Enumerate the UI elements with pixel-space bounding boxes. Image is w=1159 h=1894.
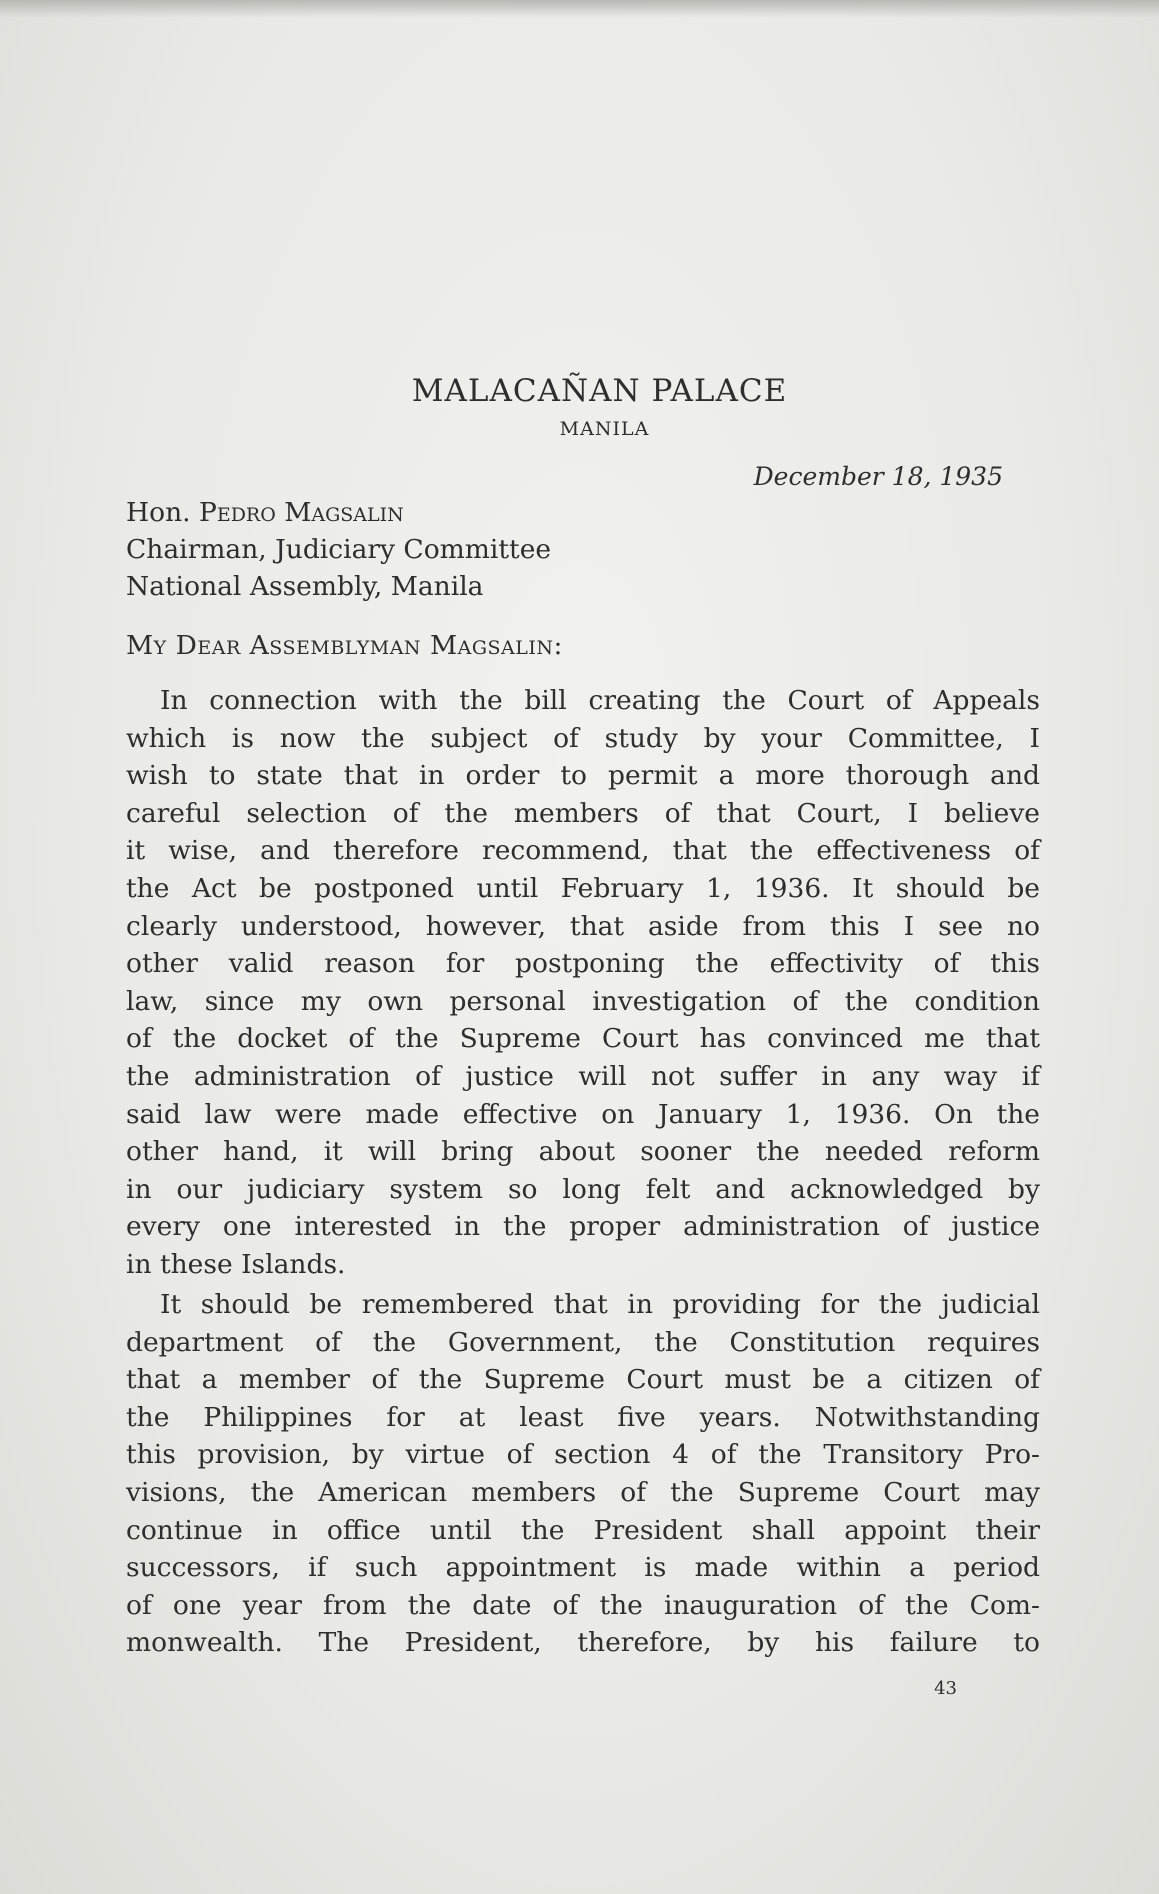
addressee-office: National Assembly, Manila (126, 571, 484, 602)
text-line: visions, the American members of the Supreme Court may (126, 1476, 1040, 1508)
addressee-position: Chairman, Judiciary Committee (126, 534, 552, 565)
text-line: the Philippines for at least five years. Notwithstanding (126, 1401, 1040, 1433)
text-line: in these Islands. (126, 1248, 346, 1280)
text-line: of the docket of the Supreme Court has convinced me that (126, 1023, 1040, 1055)
text-line: that a member of the Supreme Court must be a citizen of (126, 1364, 1040, 1396)
text-line: clearly understood, however, that aside from this I see no (126, 910, 1040, 942)
text-line: this provision, by virtue of section 4 of the Transitory Pro- (126, 1439, 1040, 1471)
text-line: the Act be postponed until February 1, 1936. It should be (126, 872, 1040, 904)
text-line: careful selection of the members of that Court, I believe (126, 797, 1040, 829)
text-line: department of the Government, the Constitution requires (126, 1326, 1040, 1358)
text-line: wish to state that in order to permit a more thorough and (126, 760, 1040, 792)
text-line: in our judiciary system so long felt and acknowledged by (126, 1173, 1040, 1205)
text-line: it wise, and therefore recommend, that the effectiveness of (126, 835, 1040, 867)
letter-date: December 18, 1935 (753, 462, 1003, 491)
salutation: My Dear Assemblyman Magsalin: (126, 630, 563, 661)
letterhead-city: MANILA (559, 418, 650, 440)
text-line: other valid reason for postponing the effectivity of this (126, 948, 1040, 980)
addressee-name: Pedro Magsalin (199, 497, 404, 528)
text-line: other hand, it will bring about sooner the needed reform (126, 1136, 1040, 1168)
text-line: In connection with the bill creating the Court of Appeals (160, 685, 1040, 716)
page-number: 43 (934, 1678, 957, 1699)
text-line: successors, if such appointment is made within a period (126, 1552, 1040, 1584)
addressee-honorific: Hon. (126, 497, 191, 528)
page-edge-shadow (0, 0, 1159, 18)
text-line: the administration of justice will not suffer in any way if (126, 1060, 1040, 1092)
text-line: said law were made effective on January 1, 1936. On the (126, 1098, 1040, 1130)
text-line: It should be remembered that in providing for the judicial (160, 1289, 1040, 1320)
paragraph-1 (126, 682, 1040, 1284)
text-line: every one interested in the proper administration of justice (126, 1211, 1040, 1243)
text-line: monwealth. The President, therefore, by his failure to (126, 1627, 1040, 1659)
addressee-name-line (126, 494, 551, 531)
text-line: which is now the subject of study by your Committee, I (126, 722, 1040, 754)
letterhead-palace: MALACAÑAN PALACE (411, 373, 788, 409)
addressee-block (126, 494, 551, 605)
text-line: of one year from the date of the inauguration of the Com- (126, 1589, 1040, 1621)
text-line: continue in office until the President shall appoint their (126, 1514, 1040, 1546)
text-line: law, since my own personal investigation of the condition (126, 985, 1040, 1017)
paragraph-2 (126, 1286, 1040, 1662)
